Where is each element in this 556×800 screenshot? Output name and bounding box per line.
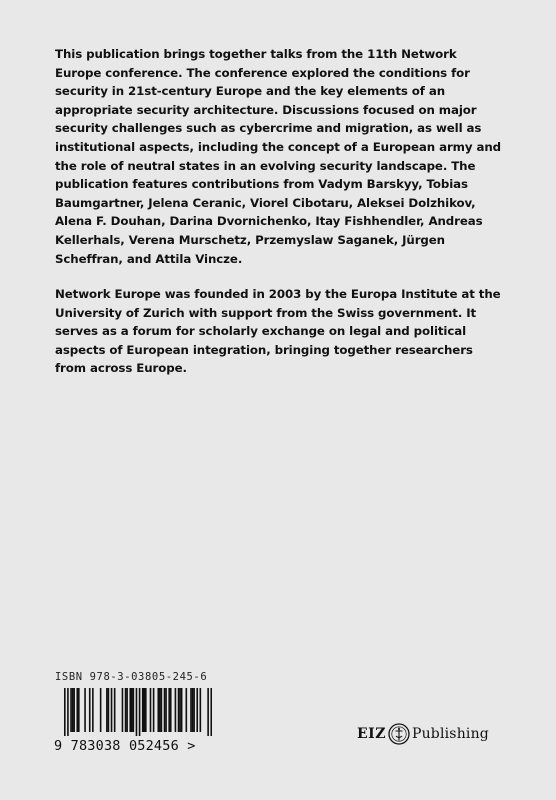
- barcode-bar: [192, 688, 194, 732]
- barcode-bar: [100, 688, 102, 732]
- barcode-bar: [114, 688, 116, 732]
- barcode-bar: [111, 688, 113, 732]
- barcode-bar: [157, 688, 159, 732]
- barcode-bar: [84, 688, 86, 732]
- publisher-name-right: Publishing: [411, 726, 489, 742]
- barcode-bar: [139, 688, 141, 736]
- barcode-bar: [165, 688, 167, 732]
- barcode-bar: [200, 688, 202, 732]
- barcode: [64, 688, 212, 736]
- barcode-bar: [72, 688, 74, 732]
- barcode-bar: [129, 688, 131, 732]
- barcode-bar: [207, 688, 209, 736]
- barcode-bar: [170, 688, 172, 732]
- publisher-logo: [357, 723, 489, 745]
- barcode-bar: [108, 688, 110, 732]
- barcode-bar: [106, 688, 108, 732]
- barcode-bar: [78, 688, 80, 732]
- barcode-bar: [175, 688, 177, 732]
- barcode-bar: [193, 688, 195, 732]
- barcode-bar: [143, 688, 145, 732]
- description-paragraph: [55, 45, 503, 268]
- about-text: Network Europe was founded in 2003 by the Europa Institute at the University of Zurich with support from the Swiss government. It serves as a forum for scholarly exchange on legal and political aspects of European integration, bringing together researchers from across Europe.: [55, 287, 501, 376]
- barcode-bar: [168, 688, 170, 732]
- about-paragraph: [55, 285, 503, 378]
- barcode-bar: [67, 688, 69, 736]
- barcode-bar: [210, 688, 212, 736]
- barcode-bar: [190, 688, 192, 732]
- barcode-bar: [186, 688, 188, 732]
- barcode-bar: [122, 688, 124, 732]
- barcode-bar: [136, 688, 138, 736]
- barcode-bar: [126, 688, 128, 732]
- barcode-bar: [70, 688, 72, 732]
- barcode-bar: [178, 688, 180, 732]
- barcode-bar: [76, 688, 78, 732]
- publisher-name-left: EIZ: [357, 726, 386, 742]
- barcode-bar: [159, 688, 161, 732]
- barcode-bar: [179, 688, 181, 732]
- barcode-bar: [64, 688, 66, 736]
- barcode-bar: [145, 688, 147, 732]
- barcode-bar: [73, 688, 75, 732]
- barcode-bar: [153, 688, 155, 732]
- barcode-bar: [125, 688, 127, 732]
- barcode-bar: [142, 688, 144, 732]
- barcode-bar: [181, 688, 183, 732]
- barcode-bar: [92, 688, 94, 732]
- barcode-bar: [150, 688, 152, 732]
- barcode-bar: [164, 688, 166, 732]
- barcode-bar: [89, 688, 91, 732]
- barcode-digits: 9 783038 052456 >: [54, 738, 196, 754]
- barcode-bar: [161, 688, 163, 732]
- barcode-bar: [131, 688, 133, 732]
- seal-icon: [388, 723, 410, 745]
- description-text: This publication brings together talks from the 11th Network Europe conference. The conference explored the conditions for security in 21st-century Europe and the key elements of an appropriate security architecture. Discussions focused on major security challenges such as cybercrime and migration, as well as institutional aspects, including the concept of a European army and the role of neutral states in an evolving security landscape. The publication features contributions from Vadym Barskyy, Tobias Baumgartner, Jelena Ceranic, Viorel Cibotaru, Aleksei Dolzhikov, Alena F. Douhan, Darina Dvornichenko, Itay Fishhendler, Andreas Kellerhals, Verena Murschetz, Przemyslaw Saganek, Jürgen Scheffran, and Attila Vincze.: [55, 47, 501, 266]
- isbn-label: ISBN 978-3-03805-245-6: [55, 671, 208, 683]
- barcode-bar: [196, 688, 198, 732]
- barcode-bar: [133, 688, 135, 732]
